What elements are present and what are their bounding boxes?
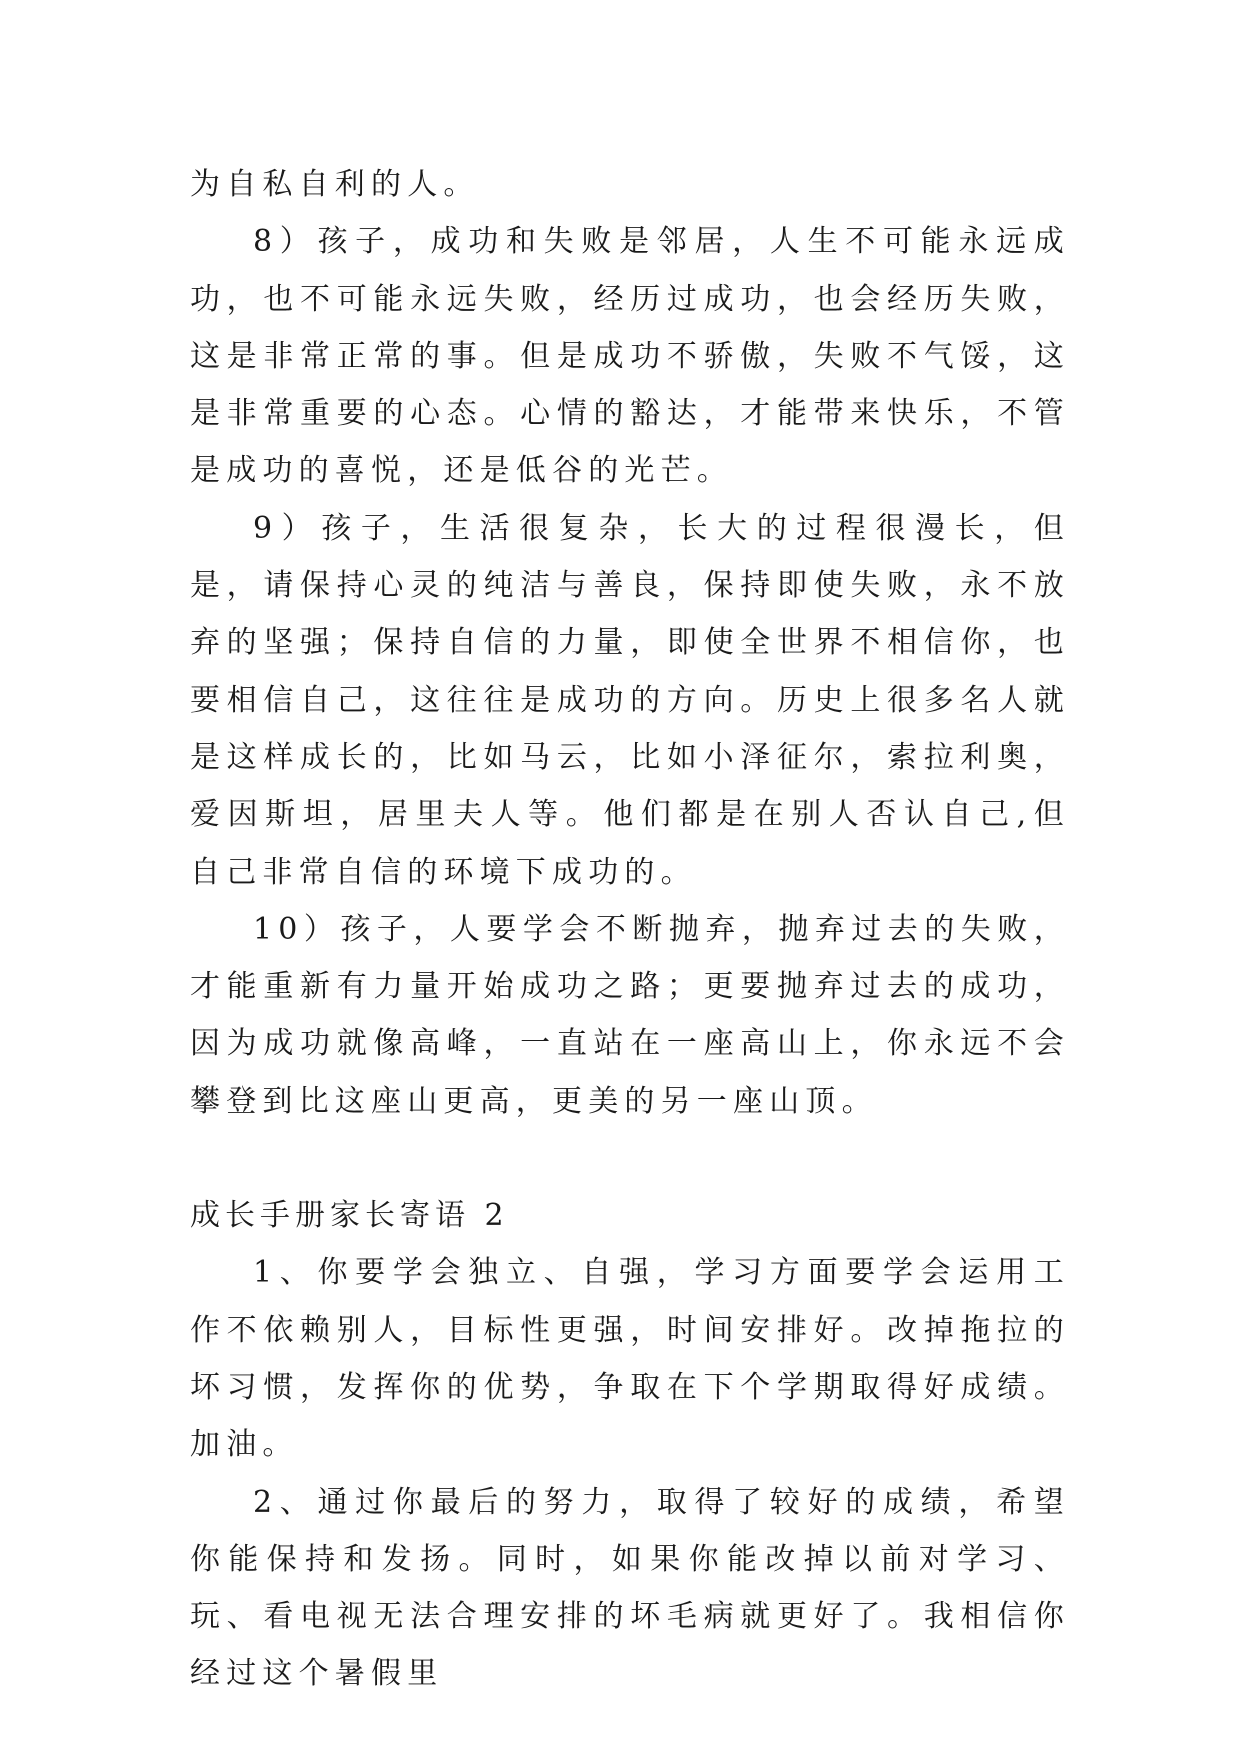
- paragraph-item-9: 9）孩子，生活很复杂，长大的过程很漫长，但是，请保持心灵的纯洁与善良，保持即使失败，永不放弃的坚强；保持自信的力量，即使全世界不相信你，也要相信自己，这往往是成功的方向。历史上很多名人就是这样成长的，比如马云，比如小泽征尔，索拉利奥，爱因斯坦，居里夫人等。他们都是在别人否认自己,但自己非常自信的环境下成功的。: [190, 510, 1070, 890]
- section-heading: 成长手册家长寄语 2: [190, 1198, 509, 1234]
- paragraph-item-10: 10）孩子，人要学会不断抛弃，抛弃过去的失败，才能重新有力量开始成功之路；更要抛弃过去的成功，因为成功就像高峰，一直站在一座高山上，你永远不会攀登到比这座山更高，更美的另一座山顶。: [190, 911, 1070, 1119]
- paragraph-section-item-2: 2、通过你最后的努力，取得了较好的成绩，希望你能保持和发扬。同时，如果你能改掉以前对学习、玩、看电视无法合理安排的坏毛病就更好了。我相信你经过这个暑假里: [190, 1484, 1070, 1692]
- document-page: [190, 156, 1070, 1703]
- paragraph-item-8: 8）孩子，成功和失败是邻居，人生不可能永远成功，也不可能永远失败，经历过成功，也会经历失败，这是非常正常的事。但是成功不骄傲，失败不气馁，这是非常重要的心态。心情的豁达，才能带来快乐，不管是成功的喜悦，还是低谷的光芒。: [190, 224, 1070, 489]
- paragraph-section-item-1: 1、你要学会独立、自强，学习方面要学会运用工作不依赖别人，目标性更强，时间安排好。改掉拖拉的坏习惯，发挥你的优势，争取在下个学期取得好成绩。加油。: [190, 1255, 1070, 1463]
- paragraph-continued: 为自私自利的人。: [190, 167, 480, 202]
